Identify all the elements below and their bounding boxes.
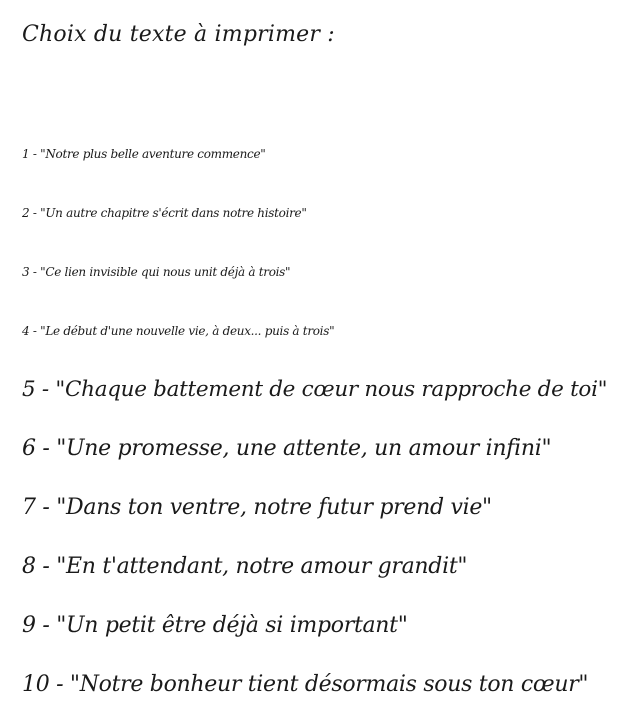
text-option-5: 5 - "Chaque battement de cœur nous rapproche de toi" [22, 377, 608, 402]
text-option-2: 2 - "Un autre chapitre s'écrit dans notre histoire" [22, 206, 307, 220]
text-option-6: 6 - "Une promesse, une attente, un amour infini" [22, 436, 552, 461]
page-title: Choix du texte à imprimer : [22, 22, 335, 47]
text-option-1: 1 - "Notre plus belle aventure commence" [22, 147, 266, 161]
text-option-4: 4 - "Le début d'une nouvelle vie, à deux... puis à trois" [22, 324, 335, 338]
text-option-3: 3 - "Ce lien invisible qui nous unit déjà à trois" [22, 265, 291, 279]
text-option-8: 8 - "En t'attendant, notre amour grandit" [22, 554, 468, 579]
text-option-10: 10 - "Notre bonheur tient désormais sous ton cœur" [22, 672, 589, 697]
text-option-7: 7 - "Dans ton ventre, notre futur prend vie" [22, 495, 492, 520]
text-option-9: 9 - "Un petit être déjà si important" [22, 613, 408, 638]
text-options-list [22, 138, 607, 728]
